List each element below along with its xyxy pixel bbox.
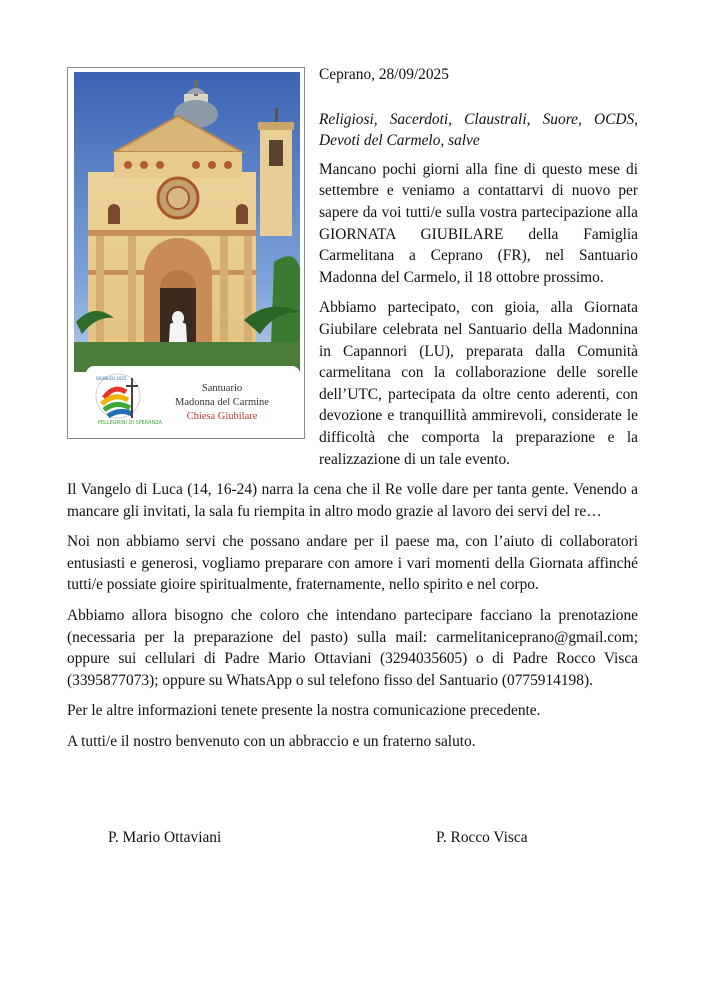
logo-top-caption: GIUBILEO 2025 <box>96 376 127 381</box>
paragraph: A tutti/e il nostro benvenuto con un abbraccio e un fraterno saluto. <box>67 733 476 751</box>
image-float-spacer <box>67 64 319 456</box>
paragraph: Mancano pochi giorni alla fine di questo mese di settembre e veniamo a contattarvi di nuovo per sapere da voi tutti/e sulla vostra partecipazione alla GIORNATA GIUBILARE della Famiglia Carmelitana a Ceprano (FR), nel Santuario Madonna del Carmelo, il 18 ottobre prossimo. <box>319 160 638 286</box>
paragraph: Per le altre informazioni tenete presente la nostra comunicazione precedente. <box>67 702 541 720</box>
letter-body <box>67 64 638 762</box>
signature-left: P. Mario Ottaviani <box>108 829 222 846</box>
paragraph: Il Vangelo di Luca (14, 16-24) narra la cena che il Re volle dare per tanta gente. Venendo a mancare gli invitati, la sala fu riempita in altro modo grazie al lavoro dei servi del re… <box>67 481 638 520</box>
paragraph: Noi non abbiamo servi che possano andare per il paese ma, con l’aiuto di collaboratori entusiasti e generosi, vogliamo preparare con amore i vari momenti della Giornata affinché tutti/e possiate gioire spiritualmente, fraternamente, nello spirito e nel corpo. <box>67 533 638 594</box>
card-line-3: Chiesa Giubilare <box>186 411 258 422</box>
card-line-2: Madonna del Carmine <box>175 397 269 408</box>
greeting: Religiosi, Sacerdoti, Claustrali, Suore, OCDS, Devoti del Carmelo, salve <box>319 110 638 150</box>
logo-caption: PELLEGRINI DI SPERANZA <box>98 420 163 426</box>
signature-right: P. Rocco Visca <box>436 829 528 846</box>
date-line: Ceprano, 28/09/2025 <box>319 66 449 83</box>
paragraph: Abbiamo partecipato, con gioia, alla Giornata Giubilare celebrata nel Santuario della Madonnina in Capannori (LU), preparata dalla Comunità carmelitana con la collaborazione delle sorelle dell’UTC, partecipata da oltre cento aderenti, con devozione e tranquillità ammirevoli, considerate le difficoltà che comporta la preparazione e la realizzazione di un tale evento. <box>319 299 638 468</box>
paragraph: Abbiamo allora bisogno che coloro che intendano partecipare facciano la prenotazione (necessaria per la preparazione del pasto) sulla mail: carmelitaniceprano@gmail.com; oppure sui cellulari di Padre Mario Ottaviani (3294035605) o di Padre Rocco Visca (3395877073); oppure su WhatsApp o sul telefono fisso del Santuario (0775914198). <box>67 607 638 689</box>
card-line-1: Santuario <box>201 383 243 394</box>
